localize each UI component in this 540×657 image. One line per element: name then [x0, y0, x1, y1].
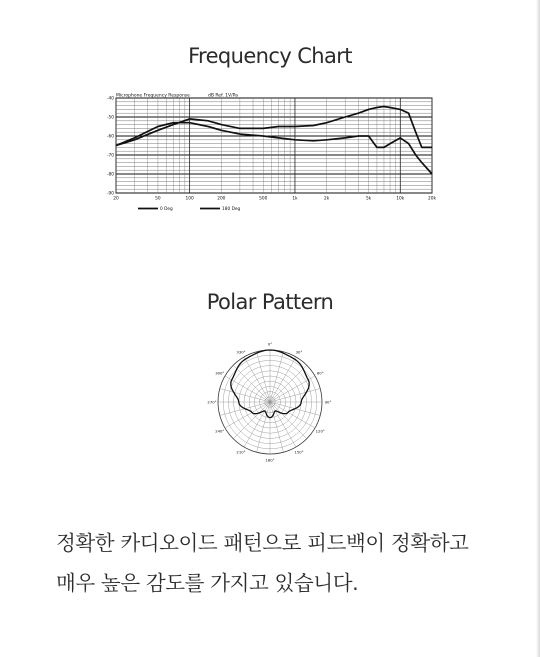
polar-spoke	[244, 357, 270, 402]
polar-spoke	[257, 352, 270, 402]
x-tick-label: 500	[259, 196, 268, 202]
page-edge-shadow	[536, 0, 540, 657]
polar-angle-label: 270°	[207, 399, 217, 405]
polar-angle-label: 120°	[315, 428, 325, 434]
polar-chart	[200, 338, 340, 470]
legend-label: 0 Deg	[160, 207, 173, 212]
x-tick-label: 200	[217, 196, 226, 202]
frequency-plot-subtitle: dB Ref. 1V/Pa	[208, 93, 238, 99]
polar-angle-label: 180°	[265, 457, 275, 463]
x-tick-label: 1k	[292, 196, 298, 202]
frequency-chart-title: Frequency Chart	[188, 44, 352, 68]
polar-spoke	[270, 357, 296, 402]
polar-angle-label: 300°	[215, 370, 225, 376]
polar-angle-label: 210°	[236, 449, 246, 455]
x-tick-label: 20	[113, 196, 119, 202]
frequency-grid	[116, 98, 432, 193]
polar-spoke	[220, 389, 270, 402]
polar-spoke	[270, 402, 283, 452]
polar-angle-label: 0°	[267, 341, 273, 347]
polar-angle-label: 30°	[295, 349, 303, 355]
polar-angle-label: 330°	[236, 349, 246, 355]
description-line-1: 정확한 카디오이드 패턴으로 피드백이 정확하고	[56, 531, 469, 555]
frequency-chart	[100, 90, 446, 216]
series-line-0	[116, 107, 432, 148]
x-tick-label: 2k	[324, 196, 330, 202]
x-tick-label: 50	[155, 196, 161, 202]
y-tick-label: -40	[106, 96, 114, 102]
polar-pattern-title: Polar Pattern	[206, 290, 334, 314]
x-tick-label: 100	[185, 196, 194, 202]
polar-spoke	[257, 402, 270, 452]
x-tick-labels	[113, 196, 436, 202]
chart-legend	[138, 206, 241, 212]
y-tick-label: -50	[106, 115, 114, 121]
polar-grid	[218, 350, 322, 454]
y-tick-label: -90	[106, 191, 114, 197]
y-tick-label: -80	[106, 172, 114, 178]
plot-frame	[116, 98, 432, 193]
polar-angle-label: 60°	[316, 370, 324, 376]
polar-angle-label: 240°	[215, 428, 225, 434]
polar-spoke	[270, 352, 283, 402]
y-tick-labels	[107, 96, 114, 197]
legend-label: 180 Deg	[222, 207, 241, 212]
polar-spoke	[270, 402, 296, 447]
polar-spoke	[270, 389, 320, 402]
y-tick-label: -60	[106, 134, 114, 140]
y-tick-label: -70	[106, 153, 114, 159]
polar-spoke	[225, 402, 270, 428]
polar-spoke	[244, 402, 270, 447]
polar-spoke	[270, 402, 315, 428]
description-line-2: 매우 높은 감도를 가지고 있습니다.	[56, 571, 359, 595]
x-tick-label: 10k	[396, 196, 405, 202]
x-tick-label: 5k	[365, 196, 372, 202]
frequency-plot-title: Microphone Frequency Response	[116, 93, 190, 99]
polar-angle-label: 90°	[324, 399, 332, 405]
polar-angle-label: 150°	[294, 449, 304, 455]
x-tick-label: 20k	[428, 196, 436, 202]
